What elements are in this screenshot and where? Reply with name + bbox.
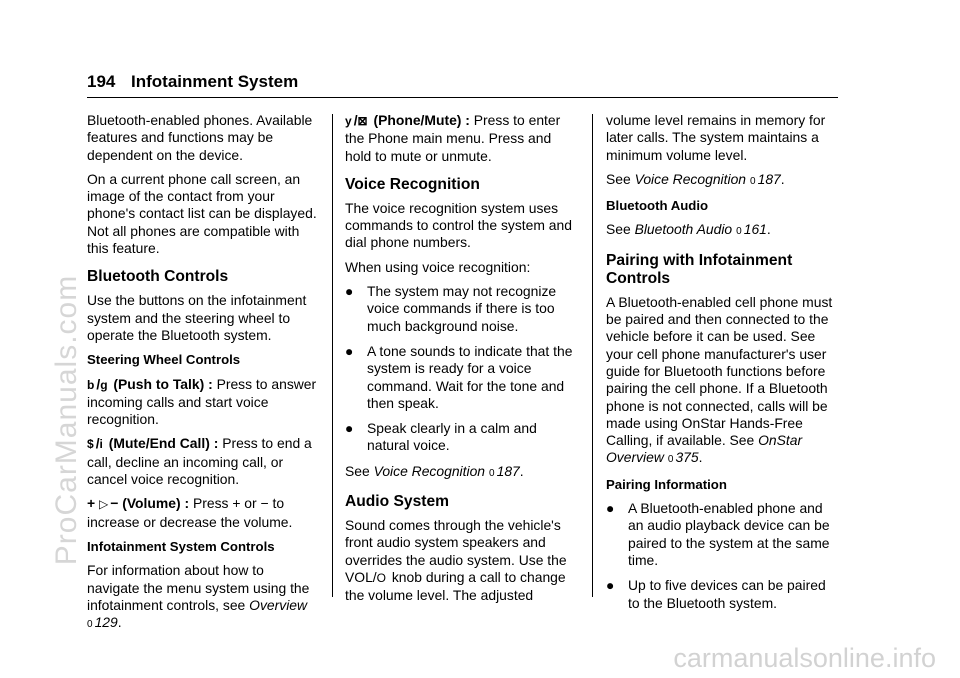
column-1 [87, 112, 319, 640]
power-knob-icon: O [376, 570, 386, 585]
mute-icon: $ [87, 437, 94, 452]
page-title: Infotainment System [131, 72, 299, 91]
page-ref-arrow-icon: 0 [750, 175, 756, 187]
see-label: See [729, 432, 755, 449]
see-label: See [606, 221, 631, 238]
bullet-icon: ● [345, 283, 354, 300]
list-item-text: The system may not recognize voice commands if there is too much background noise. [367, 283, 557, 334]
cross-reference-link[interactable]: Voice Recognition [634, 170, 747, 187]
push-to-talk-icon: b [87, 377, 95, 392]
paragraph: The voice recognition system uses commands to control the system and dial phone numbers. [345, 199, 572, 251]
subsection-heading: Steering Wheel Controls [87, 352, 241, 368]
vertical-watermark: ProCarManuals.com [50, 274, 83, 566]
paragraph-text: Sound comes through the vehicle's front audio system speakers and overrides the audio system. Use the VOL/ [345, 517, 567, 585]
subsection-heading: Infotainment System Controls [87, 538, 275, 554]
period: . [698, 449, 703, 466]
see-reference [606, 171, 838, 190]
page-ref-arrow-icon: 0 [489, 467, 495, 479]
paragraph-text: knob during a call to change the volume level. The adjusted [345, 568, 566, 604]
volume-icon: ▷ [98, 497, 109, 512]
control-label: (Volume) : [122, 495, 190, 512]
section-heading: Bluetooth Controls [87, 268, 229, 286]
list-item-text: A tone sounds to indicate that the system is ready for a voice command. Wait for the tone and then speak. [367, 342, 573, 411]
cross-reference-link[interactable]: Overview [249, 596, 308, 613]
section-heading: Pairing with Infotainment Controls [606, 251, 793, 287]
paragraph-text: A Bluetooth-enabled cell phone must be paired and then connected to the vehicle before it can be used. See your cell phone manufacturer's user guide for Bluetooth functions before pairing the cell phone. If a Bluetooth phone is not connected, calls will be made using OnStar Hands-Free Calling, if available. [606, 293, 833, 449]
paragraph: On a current phone call screen, an image of the contact from your phone's contact list can be displayed. Not all phones are compatible with this feature. [87, 170, 317, 257]
separator: / [353, 112, 358, 128]
paragraph: Use the buttons on the infotainment system and the steering wheel to operate the Bluetooth system. [87, 292, 307, 343]
cross-reference-link[interactable]: OnStar Overview [606, 432, 803, 466]
end-call-icon: i [99, 437, 103, 452]
paragraph [87, 562, 319, 633]
control-item-volume [87, 495, 319, 531]
control-description: Press + or − to increase or decrease the volume. [87, 495, 293, 530]
list-item-text: Up to five devices can be paired to the Bluetooth system. [628, 577, 826, 611]
list-item [606, 500, 838, 569]
column-divider-2 [592, 114, 593, 597]
page-number: 194 [87, 72, 116, 91]
plus-symbol: + [87, 495, 96, 512]
period: . [780, 170, 785, 187]
cross-reference-link[interactable]: Bluetooth Audio [634, 221, 733, 238]
list-item [345, 420, 577, 455]
control-item-push-to-talk [87, 376, 319, 429]
paragraph-text: For information about how to navigate the menu system using the infotainment controls, see [87, 562, 310, 613]
control-item-mute-end-call [87, 435, 319, 488]
see-reference [345, 463, 577, 482]
list-item-text: Speak clearly in a calm and natural voice. [367, 420, 537, 454]
paragraph [606, 294, 838, 469]
control-description: Press to answer incoming calls and start voice recognition. [87, 375, 317, 428]
page-reference[interactable]: 129 [94, 614, 118, 631]
list-item [606, 577, 838, 612]
separator: / [96, 375, 101, 392]
mute-icon: ⊠ [357, 114, 368, 128]
control-description: Press to end a call, decline an incoming call, or cancel voice recognition. [87, 435, 312, 488]
paragraph: Bluetooth-enabled phones. Available features and functions may be dependent on the device. [87, 112, 313, 163]
paragraph [345, 517, 577, 604]
control-description: Press to enter the Phone main menu. Press and hold to mute or unmute. [345, 112, 561, 164]
separator: / [95, 435, 100, 452]
page-header [87, 72, 298, 92]
page-ref-arrow-icon: 0 [87, 619, 93, 631]
voice-icon: g [100, 377, 108, 392]
control-label: (Push to Talk) : [113, 375, 213, 392]
period: . [117, 614, 122, 631]
section-heading: Audio System [345, 493, 449, 511]
control-label: (Phone/Mute) : [373, 112, 470, 128]
paragraph: When using voice recognition: [345, 258, 531, 275]
bullet-icon: ● [345, 420, 354, 437]
period: . [766, 221, 771, 238]
page-reference[interactable]: 375 [675, 449, 699, 466]
paragraph: volume level remains in memory for later calls. The system maintains a minimum volume level. [606, 112, 826, 163]
header-rule [87, 97, 838, 98]
bullet-icon: ● [345, 342, 354, 359]
page-reference[interactable]: 161 [743, 221, 767, 238]
column-3 [606, 112, 838, 620]
bullet-icon: ● [606, 577, 615, 594]
column-divider-1 [332, 114, 333, 597]
footer-watermark: carmanualsonline.info [673, 643, 936, 673]
see-label: See [345, 462, 370, 479]
column-2 [345, 112, 577, 612]
period: . [519, 462, 524, 479]
minus-symbol: − [110, 495, 119, 512]
cross-reference-link[interactable]: Voice Recognition [373, 462, 486, 479]
see-reference [606, 221, 838, 240]
control-label: (Mute/End Call) : [108, 435, 219, 452]
list-item [345, 283, 577, 335]
page-reference[interactable]: 187 [757, 170, 781, 187]
bullet-icon: ● [606, 500, 615, 517]
list-item-text: A Bluetooth-enabled phone and an audio playback device can be paired to the system at the same time. [628, 500, 830, 568]
page-reference[interactable]: 187 [496, 462, 520, 479]
list-item [345, 343, 577, 412]
see-label: See [606, 170, 631, 187]
subsection-heading: Bluetooth Audio [606, 198, 709, 214]
subsection-heading: Pairing Information [606, 476, 727, 492]
control-item-phone-mute [345, 112, 577, 165]
phone-icon: y [345, 114, 352, 128]
page-ref-arrow-icon: 0 [667, 454, 674, 466]
section-heading: Voice Recognition [345, 175, 480, 193]
page-ref-arrow-icon: 0 [736, 226, 742, 238]
